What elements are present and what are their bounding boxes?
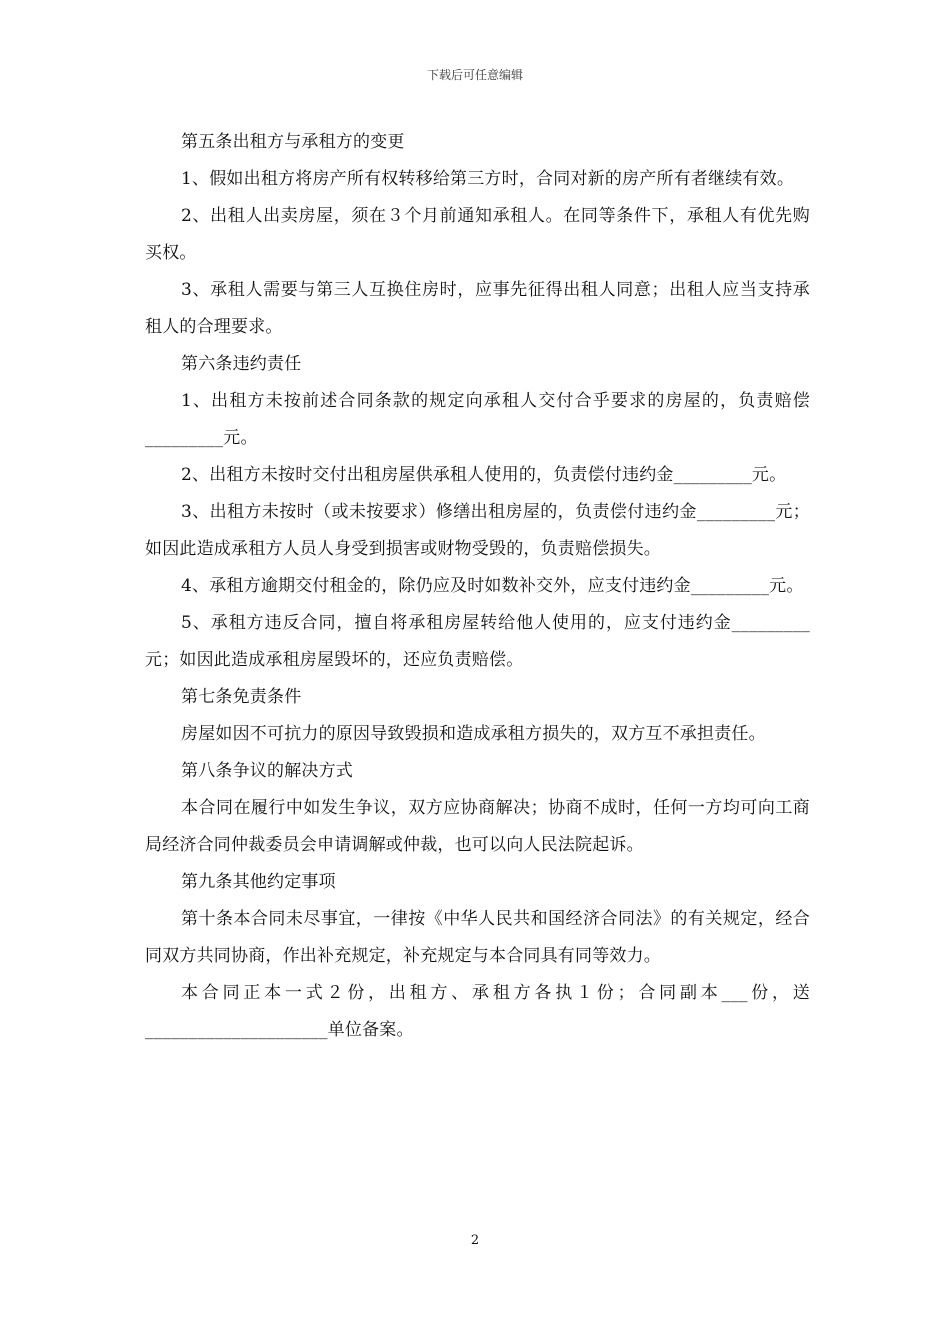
clause-paragraph: 1、出租方未按前述合同条款的规定向承租人交付合乎要求的房屋的，负责赔偿_________元。 (145, 391, 810, 448)
clause-paragraph: 1、假如出租方将房产所有权转移给第三方时，合同对新的房产所有者继续有效。 (181, 169, 795, 189)
clause-paragraph: 本合同正本一式２份，出租方、承租方各执１份；合同副本___份，送_____________________单位备案。 (145, 983, 810, 1040)
section-heading-5: 第五条出租方与承租方的变更 (181, 132, 405, 152)
section-heading-8: 第八条争议的解决方式 (181, 761, 353, 781)
page-number: 2 (470, 1233, 480, 1248)
clause-paragraph: 3、承租人需要与第三人互换住房时，应事先征得出租人同意；出租人应当支持承租人的合理要求。 (145, 280, 810, 337)
clause-paragraph: 2、出租人出卖房屋，须在３个月前通知承租人。在同等条件下，承租人有优先购买权。 (145, 206, 810, 263)
section-heading-7: 第七条免责条件 (181, 687, 302, 707)
page-header: 下载后可任意编辑 (426, 68, 523, 82)
clause-paragraph: 4、承租方逾期交付租金的，除仍应及时如数补交外，应支付违约金_________元。 (181, 576, 804, 596)
section-heading-6: 第六条违约责任 (181, 354, 302, 374)
clause-paragraph: 本合同在履行中如发生争议，双方应协商解决；协商不成时，任何一方均可向工商局经济合同仲裁委员会申请调解或仲裁，也可以向人民法院起诉。 (145, 798, 810, 855)
clause-paragraph: 第十条本合同未尽事宜，一律按《中华人民共和国经济合同法》的有关规定，经合同双方共同协商，作出补充规定，补充规定与本合同具有同等效力。 (145, 909, 810, 966)
clause-paragraph: 3、出租方未按时（或未按要求）修缮出租房屋的，负责偿付违约金_________元；如因此造成承租方人员人身受到损害或财物受毁的，负责赔偿损失。 (145, 502, 810, 559)
document-body (145, 124, 810, 1049)
clause-paragraph: 5、承租方违反合同，擅自将承租房屋转给他人使用的，应支付违约金_________元；如因此造成承租房屋毁坏的，还应负责赔偿。 (145, 613, 810, 670)
section-heading-9: 第九条其他约定事项 (181, 872, 336, 892)
clause-paragraph: 2、出租方未按时交付出租房屋供承租人使用的，负责偿付违约金_________元。 (181, 465, 787, 485)
clause-paragraph: 房屋如因不可抗力的原因导致毁损和造成承租方损失的，双方互不承担责任。 (181, 724, 766, 744)
